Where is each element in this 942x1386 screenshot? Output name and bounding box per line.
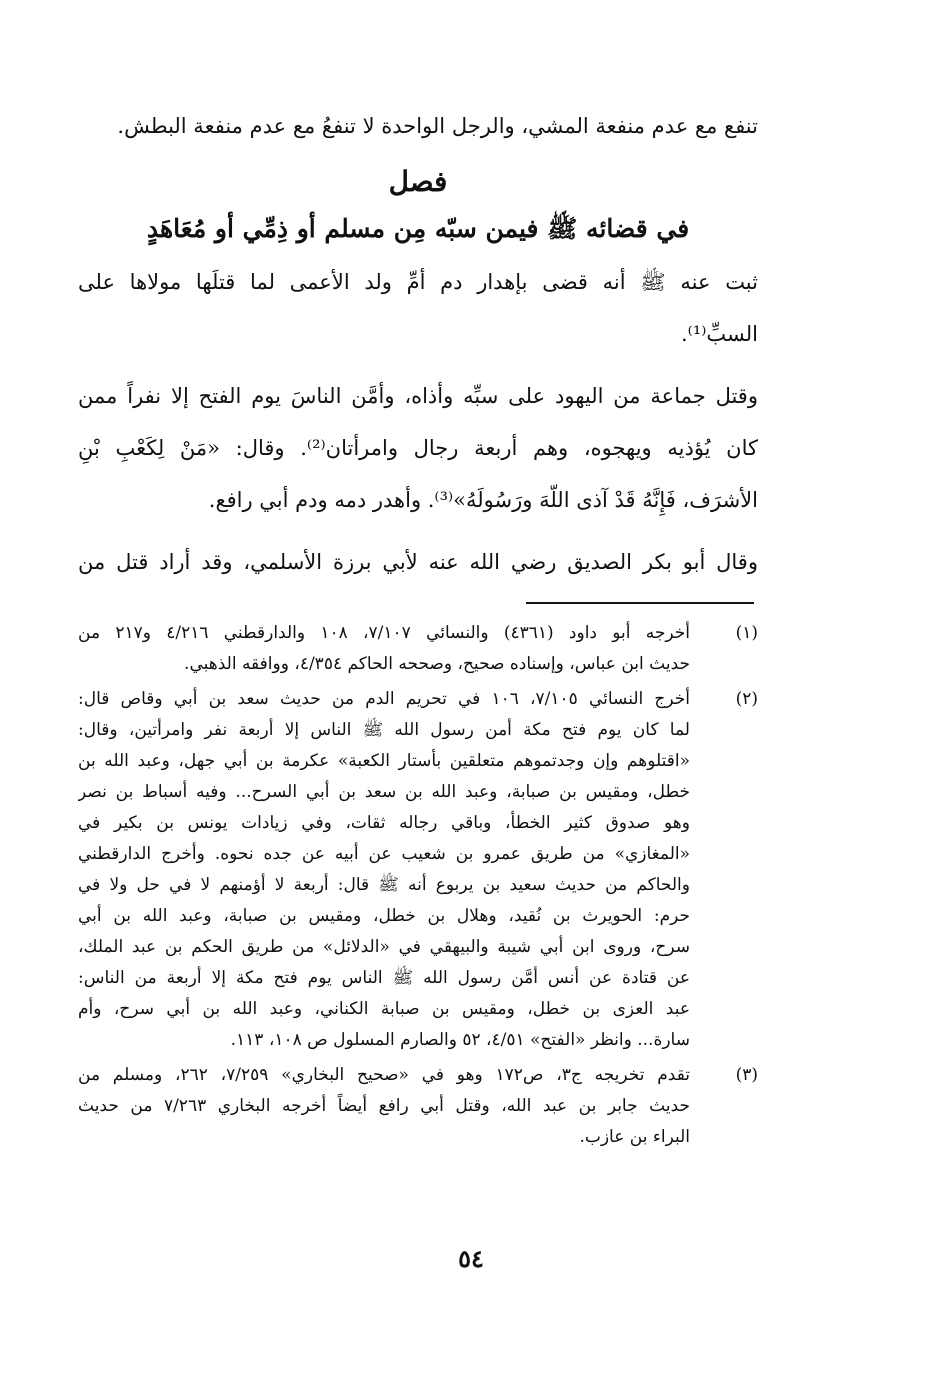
footnote-line: عبد العزى بن خطل، ومقيس بن صبابة الكناني، وعبد الله بن أبي سرح، وأم xyxy=(78,999,690,1019)
section-title: فصل xyxy=(388,165,448,198)
footnote-line: تقدم تخريجه ج٣، ص١٧٢ وهو في «صحيح البخاري» ٧/٢٥٩، ٢٦٢، ومسلم من xyxy=(78,1065,690,1085)
paragraph xyxy=(78,370,758,526)
footnote-line: أخرج النسائي ٧/١٠٥، ١٠٦ في تحريم الدم من حديث سعد بن أبي وقاص قال: xyxy=(78,689,690,709)
paragraph xyxy=(78,536,758,588)
paragraph-line: السبِّ⁽¹⁾. xyxy=(680,322,758,346)
footnote-line: وهو صدوق كثير الخطأ، وباقي رجاله ثقات، وفي زيادات يونس بن بكير في xyxy=(78,813,690,833)
footnote-line: خطل، ومقيس بن صبابة، وعبد الله بن سعد بن أبي السرح... وفيه أسباط بن نصر xyxy=(78,782,690,802)
footnote-line: البراء بن عازب. xyxy=(579,1127,690,1147)
footnote-line: لما كان يوم فتح مكة أمن رسول الله ﷺ الناس إلا أربعة نفر وامرأتين، وقال: xyxy=(78,720,690,740)
paragraph-line: الأشرَف، فَإِنَّهُ قَدْ آذى اللّهَ ورَسُولَهُ»⁽³⁾. وأهدر دمه ودم أبي رافع. xyxy=(208,488,758,512)
footnote-line: حرم: الحويرث بن نُقيد، وهلال بن خطل، ومقيس بن صبابة، وعبد الله بن أبي xyxy=(78,906,690,926)
footnote xyxy=(78,618,758,680)
opening-line: تنفع مع عدم منفعة المشي، والرجل الواحدة لا تنفعُ مع عدم منفعة البطش. xyxy=(117,114,758,138)
footnote xyxy=(78,684,758,1056)
paragraph-line: وقال أبو بكر الصديق رضي الله عنه لأبي برزة الأسلمي، وقد أراد قتل من xyxy=(78,550,758,574)
footnote xyxy=(78,1060,758,1153)
paragraph-line: كان يُؤذيه ويهجوه، وهم أربعة رجال وامرأتان⁽²⁾. وقال: «مَنْ لِكَعْبِ بْنِ xyxy=(78,436,758,460)
page-content xyxy=(78,100,758,1157)
section-subtitle: في قضائه ﷺ فيمن سبّه مِن مسلم أو ذِمِّي أو مُعَاهَدٍ xyxy=(146,214,690,243)
footnote-divider xyxy=(526,602,754,604)
footnote-line: حديث جابر بن عبد الله، وقتل أبي رافع أيضاً أخرجه البخاري ٧/٢٦٣ من حديث xyxy=(78,1096,690,1116)
paragraph-line: وقتل جماعة من اليهود على سبِّه وأذاه، وأمَّن الناسَ يوم الفتح إلا نفراً ممن xyxy=(78,384,758,408)
footnote-line: عن قتادة عن أنس أمَّن رسول الله ﷺ الناس يوم فتح مكة إلا أربعة من الناس: xyxy=(78,968,690,988)
footnote-line: سارة... وانظر «الفتح» ٤/٥١، ٥٢ والصارم المسلول ص ١٠٨، ١١٣. xyxy=(230,1030,690,1050)
footnote-line: «اقتلوهم وإن وجدتموهم متعلقين بأستار الكعبة» عكرمة بن أبي جهل، وعبد الله بن xyxy=(78,751,690,771)
footnote-number: (٢) xyxy=(735,689,758,709)
paragraph-line: ثبت عنه ﷺ أنه قضى بإهدار دم أمِّ ولد الأعمى لما قتلَها مولاها على xyxy=(78,270,758,294)
footnote-number: (٣) xyxy=(735,1065,758,1085)
footnote-line: «المغازي» من طريق عمرو بن شعيب عن أبيه عن جده نحوه. وأخرج الدارقطني xyxy=(78,844,690,864)
footnote-line: حديث ابن عباس، وإسناده صحيح، وصححه الحاكم ٤/٣٥٤، ووافقه الذهبي. xyxy=(184,654,690,674)
footnote-line: أخرجه أبو داود (٤٣٦١) والنسائي ٧/١٠٧، ١٠٨ والدارقطني ٤/٢١٦ و٢١٧ من xyxy=(78,623,690,643)
page-number: ٥٤ xyxy=(458,1244,484,1273)
footnote-line: سرح، وروى ابن أبي شيبة والبيهقي في «الدلائل» من طريق الحكم بن عبد الملك، xyxy=(78,937,690,957)
paragraph xyxy=(78,256,758,360)
footnote-number: (١) xyxy=(735,623,758,643)
footnote-line: والحاكم من حديث سعيد بن يربوع أنه ﷺ قال: أربعة لا أؤمنهم لا في حل ولا في xyxy=(78,875,690,895)
